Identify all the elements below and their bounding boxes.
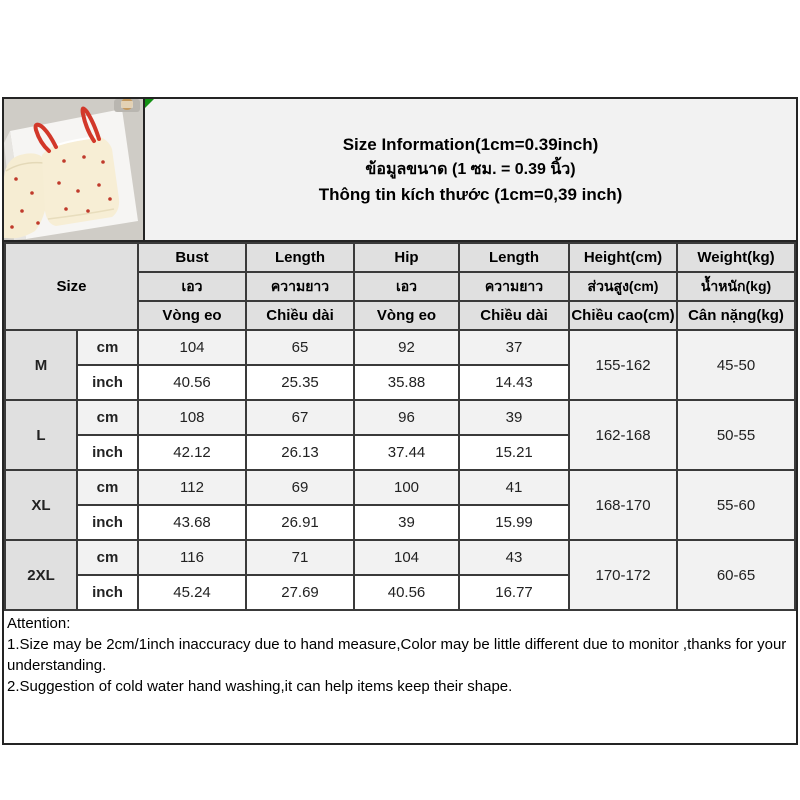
col-header-height-th: ส่วนสูง(cm) xyxy=(569,272,677,301)
value-cell: 40.56 xyxy=(138,365,246,400)
col-header-hip-vi: Vòng eo xyxy=(354,301,459,330)
col-header-bust-th: เอว xyxy=(138,272,246,301)
value-cell: 39 xyxy=(459,400,569,435)
height-range-xl: 168-170 xyxy=(569,470,677,540)
value-cell: 100 xyxy=(354,470,459,505)
value-cell: 26.91 xyxy=(246,505,354,540)
value-cell: 104 xyxy=(138,330,246,365)
size-label-m: M xyxy=(5,330,77,400)
weight-range-2xl: 60-65 xyxy=(677,540,795,610)
unit-label-inch: inch xyxy=(77,365,138,400)
row-l-cm xyxy=(5,400,795,435)
value-cell: 40.56 xyxy=(354,575,459,610)
size-table xyxy=(4,242,796,611)
attention-heading: Attention: xyxy=(7,615,71,632)
title-block xyxy=(145,99,796,240)
value-cell: 27.69 xyxy=(246,575,354,610)
weight-range-m: 45-50 xyxy=(677,330,795,400)
value-cell: 112 xyxy=(138,470,246,505)
unit-label-inch: inch xyxy=(77,575,138,610)
unit-label-inch: inch xyxy=(77,435,138,470)
header-strip xyxy=(4,99,796,242)
header-row-english xyxy=(5,243,795,272)
col-header-bust-vi: Vòng eo xyxy=(138,301,246,330)
title-english: Size Information(1cm=0.39inch) xyxy=(342,135,599,154)
value-cell: 69 xyxy=(246,470,354,505)
unit-label-inch: inch xyxy=(77,505,138,540)
height-range-l: 162-168 xyxy=(569,400,677,470)
value-cell: 41 xyxy=(459,470,569,505)
size-label-2xl: 2XL xyxy=(5,540,77,610)
col-header-hip-en: Hip xyxy=(354,243,459,272)
col-header-length2-en: Length xyxy=(459,243,569,272)
attention-note-1: 1.Size may be 2cm/1inch inaccuracy due to hand measure,Color may be little different due to monitor ,thanks for your understanding. xyxy=(7,636,787,674)
cell-corner-marker-icon xyxy=(145,99,154,108)
unit-label-cm: cm xyxy=(77,540,138,575)
unit-label-cm: cm xyxy=(77,470,138,505)
value-cell: 15.99 xyxy=(459,505,569,540)
col-header-height-en: Height(cm) xyxy=(569,243,677,272)
col-header-weight-th: น้ำหนัก(kg) xyxy=(677,272,795,301)
value-cell: 71 xyxy=(246,540,354,575)
weight-range-l: 50-55 xyxy=(677,400,795,470)
size-chart-sheet xyxy=(2,97,798,745)
value-cell: 35.88 xyxy=(354,365,459,400)
col-header-length1-en: Length xyxy=(246,243,354,272)
col-header-length1-th: ความยาว xyxy=(246,272,354,301)
product-photo xyxy=(4,99,145,240)
value-cell: 116 xyxy=(138,540,246,575)
value-cell: 37.44 xyxy=(354,435,459,470)
value-cell: 25.35 xyxy=(246,365,354,400)
col-header-length1-vi: Chiều dài xyxy=(246,301,354,330)
value-cell: 42.12 xyxy=(138,435,246,470)
col-header-hip-th: เอว xyxy=(354,272,459,301)
attention-section xyxy=(4,611,796,743)
height-range-2xl: 170-172 xyxy=(569,540,677,610)
col-header-height-vi: Chiều cao(cm) xyxy=(569,301,677,330)
value-cell: 39 xyxy=(354,505,459,540)
value-cell: 104 xyxy=(354,540,459,575)
size-corner-label: Size xyxy=(5,243,138,330)
title-vietnamese: Thông tin kích thước (1cm=0,39 inch) xyxy=(318,185,623,204)
attention-note-2: 2.Suggestion of cold water hand washing,it can help items keep their shape. xyxy=(7,678,513,695)
value-cell: 37 xyxy=(459,330,569,365)
value-cell: 14.43 xyxy=(459,365,569,400)
size-label-xl: XL xyxy=(5,470,77,540)
col-header-bust-en: Bust xyxy=(138,243,246,272)
col-header-length2-vi: Chiều dài xyxy=(459,301,569,330)
unit-label-cm: cm xyxy=(77,400,138,435)
value-cell: 96 xyxy=(354,400,459,435)
value-cell: 92 xyxy=(354,330,459,365)
title-thai: ข้อมูลขนาด (1 ซม. = 0.39 นิ้ว) xyxy=(365,161,576,178)
height-range-m: 155-162 xyxy=(569,330,677,400)
value-cell: 65 xyxy=(246,330,354,365)
weight-range-xl: 55-60 xyxy=(677,470,795,540)
value-cell: 43 xyxy=(459,540,569,575)
unit-label-cm: cm xyxy=(77,330,138,365)
value-cell: 45.24 xyxy=(138,575,246,610)
row-m-cm xyxy=(5,330,795,365)
value-cell: 15.21 xyxy=(459,435,569,470)
col-header-length2-th: ความยาว xyxy=(459,272,569,301)
col-header-weight-vi: Cân nặng(kg) xyxy=(677,301,795,330)
value-cell: 108 xyxy=(138,400,246,435)
row-xl-cm xyxy=(5,470,795,505)
row-2xl-cm xyxy=(5,540,795,575)
product-photo-illustration xyxy=(4,99,143,240)
value-cell: 16.77 xyxy=(459,575,569,610)
value-cell: 26.13 xyxy=(246,435,354,470)
col-header-weight-en: Weight(kg) xyxy=(677,243,795,272)
value-cell: 43.68 xyxy=(138,505,246,540)
size-label-l: L xyxy=(5,400,77,470)
value-cell: 67 xyxy=(246,400,354,435)
